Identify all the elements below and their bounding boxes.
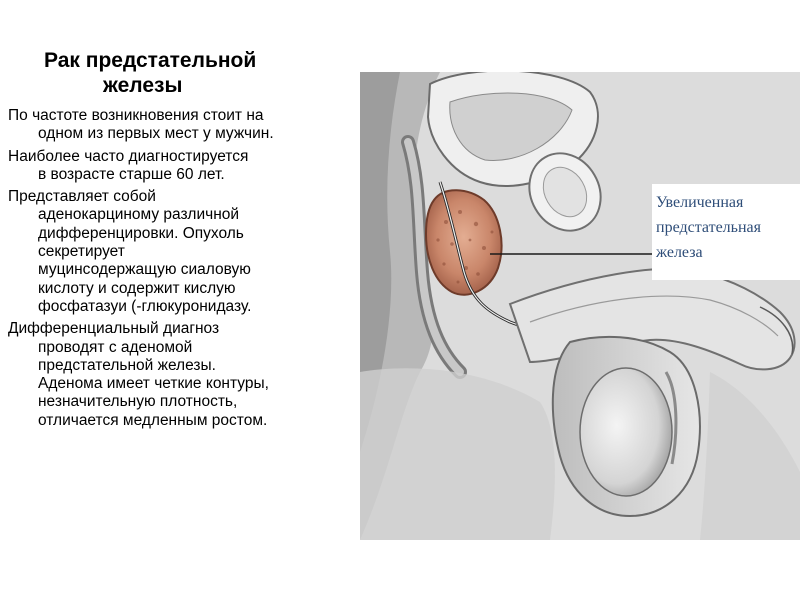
callout-line-1: Увеличенная [656, 194, 744, 211]
paragraph-age [8, 148, 353, 185]
paragraph-line: Аденома имеет четкие контуры, [38, 375, 269, 393]
paragraph-line: муцинсодержащую сиаловую [38, 261, 251, 279]
paragraph-line: По частоте возникновения стоит на [8, 107, 264, 124]
anatomy-illustration [360, 72, 800, 540]
callout-label [656, 190, 761, 265]
title-line-2: железы [103, 74, 183, 97]
callout-line-3: железа [656, 244, 703, 261]
prostate-gland [426, 190, 502, 295]
paragraph-line: в возрасте старше 60 лет. [38, 165, 225, 183]
paragraph-line: кислоту и содержит кислую [38, 279, 236, 297]
callout-line-2: предстательная [656, 219, 761, 236]
paragraph-morphology [8, 188, 353, 316]
paragraph-line: секретирует [38, 243, 125, 261]
paragraph-line: одном из первых мест у мужчин. [38, 125, 274, 143]
paragraph-line: отличается медленным ростом. [38, 411, 268, 429]
body-text [8, 107, 353, 434]
paragraph-differential [8, 320, 353, 430]
paragraph-line: предстательной железы. [38, 356, 216, 374]
paragraph-line: фосфатазуи (-глюкуронидазу. [38, 297, 252, 315]
paragraph-frequency [8, 107, 353, 144]
paragraph-line: Представляет собой [8, 188, 156, 206]
paragraph-line: незначительную плотность, [38, 393, 238, 411]
testis [580, 368, 672, 496]
paragraph-line: Наиболее часто диагностируется [8, 147, 249, 165]
paragraph-line: Дифференциальный диагноз [8, 320, 220, 338]
paragraph-line: аденокарциному различной [38, 206, 240, 224]
paragraph-line: дифференцировки. Опухоль [38, 224, 244, 242]
slide-title [44, 48, 344, 98]
paragraph-line: проводят с аденомой [38, 338, 193, 356]
title-line-1: Рак предстательной [44, 49, 257, 72]
